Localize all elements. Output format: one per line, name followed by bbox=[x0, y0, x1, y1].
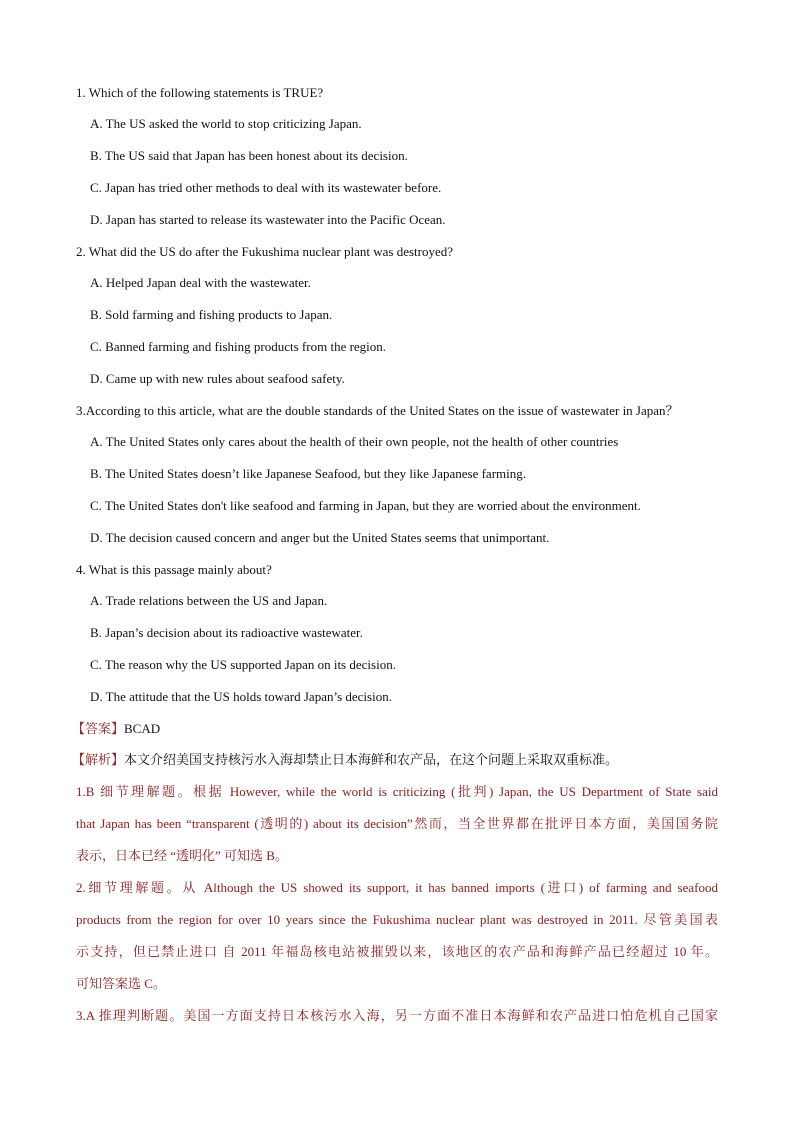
question-3-option-a: A. The United States only cares about the health of their own people, not the health of other countries bbox=[90, 434, 619, 449]
question-4-option-d: D. The attitude that the US holds toward Japan’s decision. bbox=[90, 689, 392, 704]
question-1-option-b: B. The US said that Japan has been honest about its decision. bbox=[90, 148, 408, 163]
question-4-option-a: A. Trade relations between the US and Japan. bbox=[90, 593, 328, 608]
question-1-option-d: D. Japan has started to release its wastewater into the Pacific Ocean. bbox=[90, 212, 446, 227]
analysis-summary: 本文介绍美国支持核污水入海却禁止日本海鲜和农产品，在这个问题上采取双重标准。 bbox=[124, 752, 619, 767]
answer-value: BCAD bbox=[124, 721, 161, 736]
analysis-item-2-line-2: products from the region for over 10 years since the Fukushima nuclear plant was destroyed in 2011. 尽管美国表 bbox=[76, 912, 718, 927]
question-1-option-c: C. Japan has tried other methods to deal with its wastewater before. bbox=[90, 180, 442, 195]
analysis-item-1-line-3: 表示，日本已经 “透明化” 可知选 B。 bbox=[76, 848, 288, 863]
question-3-stem: 3.According to this article, what are the double standards of the United States on the issue of wastewater in Japan？ bbox=[76, 403, 679, 418]
question-4-option-b: B. Japan’s decision about its radioactive wastewater. bbox=[90, 625, 363, 640]
question-1-stem: 1. Which of the following statements is TRUE? bbox=[76, 85, 324, 100]
question-2-option-b: B. Sold farming and fishing products to Japan. bbox=[90, 307, 333, 322]
analysis-item-1-line-2: that Japan has been “transparent (透明的) about its decision”然而，当全世界都在批评日本方面，美国国务院 bbox=[76, 816, 718, 831]
question-2-option-d: D. Came up with new rules about seafood safety. bbox=[90, 371, 345, 386]
question-3-option-c: C. The United States don't like seafood and farming in Japan, but they are worried about the environment. bbox=[90, 498, 641, 513]
analysis-item-2-line-1: 2.细节理解题。从 Although the US showed its support, it has banned imports (进口) of farming and seafood bbox=[76, 880, 718, 895]
question-2-option-a: A. Helped Japan deal with the wastewater. bbox=[90, 275, 311, 290]
analysis-line bbox=[72, 751, 618, 769]
question-3-option-d: D. The decision caused concern and anger but the United States seems that unimportant. bbox=[90, 530, 550, 545]
question-4-option-c: C. The reason why the US supported Japan on its decision. bbox=[90, 657, 396, 672]
question-3-option-b: B. The United States doesn’t like Japanese Seafood, but they like Japanese farming. bbox=[90, 466, 526, 481]
analysis-item-2-line-4: 可知答案选 C。 bbox=[76, 976, 166, 991]
question-2-option-c: C. Banned farming and fishing products from the region. bbox=[90, 339, 387, 354]
question-4-stem: 4. What is this passage mainly about? bbox=[76, 562, 272, 577]
analysis-item-1-line-1: 1.B 细节理解题。根据 However, while the world is criticizing (批判) Japan, the US Department of State said bbox=[76, 784, 718, 799]
question-2-stem: 2. What did the US do after the Fukushima nuclear plant was destroyed? bbox=[76, 244, 454, 259]
answer-label: 【答案】 bbox=[72, 721, 125, 736]
answer-line bbox=[72, 720, 160, 738]
question-1-option-a: A. The US asked the world to stop criticizing Japan. bbox=[90, 116, 362, 131]
analysis-item-3-line-1: 3.A 推理判断题。美国一方面支持日本核污水入海，另一方面不准日本海鲜和农产品进口怕危机自己国家 bbox=[76, 1008, 718, 1023]
analysis-item-2-line-3: 示支持，但已禁止进口 自 2011 年福岛核电站被摧毁以来，该地区的农产品和海鲜产品已经超过 10 年。 bbox=[76, 944, 718, 959]
analysis-label: 【解析】 bbox=[72, 752, 125, 767]
